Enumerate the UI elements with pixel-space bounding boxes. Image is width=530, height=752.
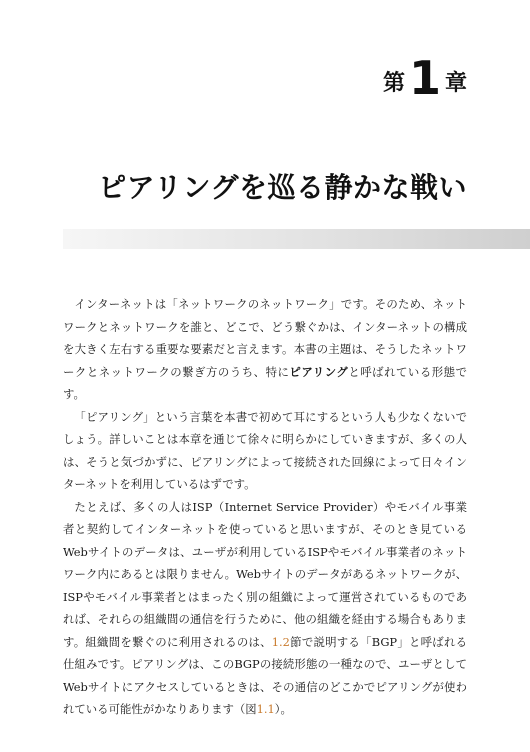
chapter-title: ピアリングを巡る静かな戦い <box>98 171 467 204</box>
body-text <box>63 293 467 721</box>
paragraph: 「ピアリング」という言葉を本書で初めて耳にするという人も少なくないでしょう。詳しいことは本章を通じて徐々に明らかにしていきますが、多くの人は、そうと気づかずに、ピアリングによって接続された回線によって日々インターネットを利用しているはずです。 <box>63 409 467 491</box>
title-divider-bar <box>63 229 530 249</box>
paragraph-text: と呼ばれている形態です。 <box>63 364 467 401</box>
paragraph <box>63 293 467 406</box>
paragraph-text: インターネットは「ネットワークのネットワーク」です。そのため、ネットワークとネットワークを誰と、どこで、どう繋ぐかは、インターネットの構成を大きく左右する重要な要素だと言えます。本書の主題は、そうしたネットワークとネットワークの繋ぎ方のうち、特に <box>63 297 467 379</box>
bold-term: ピアリング <box>289 364 349 379</box>
chapter-suffix: 章 <box>444 70 467 96</box>
paragraph-text: ）。 <box>274 702 292 716</box>
paragraph <box>63 496 467 721</box>
paragraph-text: たとえば、多くの人はISP（Internet Service Provider）やモバイル事業者と契約してインターネットを使っていると思いますが、そのとき見ているWebサイトのデータは、ユーザが利用しているISPやモバイル事業者のネットワーク内にあるとは限りません。Webサイトのデータがあるネットワークが、ISPやモバイル事業者とはまったく別の組織によって運営されているものであれば、それらの組織間の通信を行うために、他の組織を経由する場合もあります。組織間を繋ぐのに利用されるのは、 <box>63 499 467 649</box>
chapter-number: 1 <box>408 51 441 105</box>
figure-reference-link[interactable]: 1.1 <box>256 702 275 716</box>
paragraph-text: 節で説明する「BGP」と呼ばれる仕組みです。ピアリングは、このBGPの接続形態の一種なので、ユーザとしてWebサイトにアクセスしているときは、その通信のどこかでピアリングが使われている可能性がかなりあります（図 <box>63 634 467 716</box>
chapter-label <box>382 51 467 105</box>
section-reference-link[interactable]: 1.2 <box>271 634 290 649</box>
chapter-prefix: 第 <box>382 70 405 96</box>
